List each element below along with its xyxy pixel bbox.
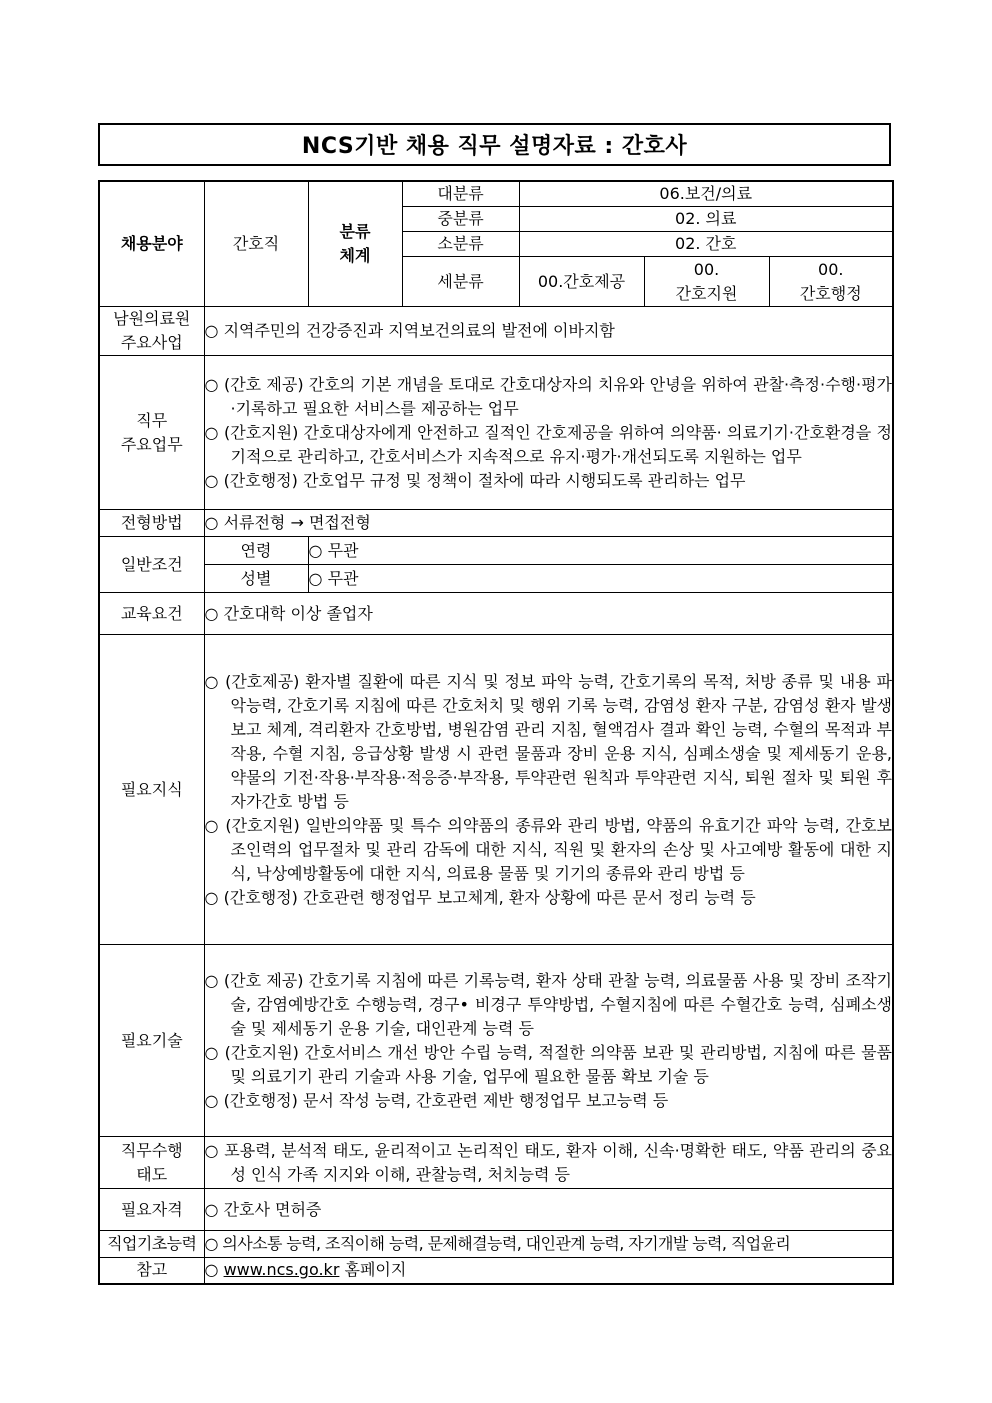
gender-label: 성별 xyxy=(204,565,308,593)
classification-label xyxy=(308,181,402,307)
basic-ability-label: 직업기초능력 xyxy=(99,1231,204,1258)
selection-label: 전형방법 xyxy=(99,510,204,537)
detail-code-nursing-support: 00. xyxy=(693,259,720,279)
duty-item: ○ (간호지원) 간호대상자에게 안전하고 질적인 간호제공을 위하여 의약품· 의료기기·간호환경을 정기적으로 관리하고, 간호서비스가 지속적으로 유지·평가·개선되도록 지원하는 업무 xyxy=(204,422,892,466)
qualification-label: 필요자격 xyxy=(99,1189,204,1231)
classification-label-line-1: 분류 xyxy=(339,222,371,241)
business-label xyxy=(99,307,204,356)
skills-label: 필요기술 xyxy=(99,945,204,1137)
middle-category-value: 02. 의료 xyxy=(519,207,893,232)
reference-label: 참고 xyxy=(99,1258,204,1284)
knowledge-item: ○ (간호행정) 간호관련 행정업무 보고체계, 환자 상황에 따른 문서 정리 능력 등 xyxy=(204,887,756,907)
reference-content xyxy=(204,1258,893,1284)
skills-content xyxy=(204,945,893,1137)
duties-label-line-2: 주요업무 xyxy=(120,434,183,454)
age-value: ○ 무관 xyxy=(308,537,893,565)
gender-value: ○ 무관 xyxy=(308,565,893,593)
bullet-icon: ○ xyxy=(204,671,220,691)
attitude-item: ○ 포용력, 분석적 태도, 윤리적이고 논리적인 태도, 환자 이해, 신속·명확한 태도, 약품 관리의 중요성 인식 가족 지지와 이해, 관찰능력, 처치능력 등 xyxy=(204,1140,893,1184)
detail-name-nursing-support: 간호지원 xyxy=(675,283,738,303)
age-label: 연령 xyxy=(204,537,308,565)
attitude-label-line-1: 직무수행 xyxy=(120,1140,183,1160)
reference-suffix: 홈페이지 xyxy=(344,1260,407,1280)
bullet-icon: ○ xyxy=(204,321,219,340)
business-label-line-1: 남원의료원 xyxy=(113,309,191,328)
classification-label-line-2: 체계 xyxy=(339,246,371,265)
detail-code-nursing-admin: 00. xyxy=(818,259,844,279)
knowledge-item: ○ (간호지원) 일반의약품 및 특수 의약품의 종류와 관리 방법, 약품의 유효기간 파악 능력, 간호보조인력의 업무절차 및 관리 감독에 대한 지식, 직원 및 환자의 손상 및 사고예방 활동에 대한 지식, 낙상예방활동에 대한 지식, 의료용 물품 및 기기의 종류와 관리 방법 등 xyxy=(204,815,893,883)
minor-category-value: 02. 간호 xyxy=(519,232,893,257)
conditions-label: 일반조건 xyxy=(99,537,204,593)
business-item: ○ 지역주민의 건강증진과 지역보건의료의 발전에 이바지함 xyxy=(204,321,615,340)
bullet-icon: ○ xyxy=(204,970,219,990)
knowledge-item: ○ (간호제공) 환자별 질환에 따른 지식 및 정보 파악 능력, 간호기록의 목적, 처방 종류 및 내용 파악능력, 간호기록 지침에 따른 간호처치 및 행위 기록 능력, 감염성 환자 구분, 감염성 환자 발생 보고 체계, 격리환자 간호방법, 병원감염 관리 지침, 혈액검사 결과 확인 능력, 수혈의 목적과 부작용, 수혈 지침, 응급상황 발생 시 관련 물품과 장비 운용 지식, 심폐소생술 및 제세동기 운용, 약물의 기전·작용·부작용·적응증·부작용, 투약관련 원칙과 투약관련 지식, 퇴원 절차 및 퇴원 후 자가간호 방법 등 xyxy=(204,671,892,811)
bullet-icon: ○ xyxy=(204,470,219,490)
education-label: 교육요건 xyxy=(99,593,204,635)
bullet-icon: ○ xyxy=(204,1042,219,1062)
detail-category-label: 세분류 xyxy=(402,257,519,307)
detail-name-nursing-admin: 간호행정 xyxy=(799,283,862,303)
recruit-field-value: 간호직 xyxy=(204,181,308,307)
duties-label xyxy=(99,356,204,510)
skill-item: ○ (간호행정) 문서 작성 능력, 간호관련 제반 행정업무 보고능력 등 xyxy=(204,1090,669,1110)
bullet-icon: ○ xyxy=(204,422,219,442)
bullet-icon: ○ xyxy=(204,1140,219,1160)
skill-item: ○ (간호지원) 간호서비스 개선 방안 수립 능력, 적절한 의약품 보관 및 관리방법, 지침에 따른 물품 및 의료기기 관리 기술과 사용 기술, 업무에 필요한 물품 확보 기술 등 xyxy=(204,1042,892,1086)
major-category-label: 대분류 xyxy=(402,181,519,207)
bullet-icon: ○ xyxy=(204,887,219,907)
detail-category-nursing-support xyxy=(644,257,769,307)
bullet-icon: ○ xyxy=(204,815,220,835)
skill-item: ○ (간호 제공) 간호기록 지침에 따른 기록능력, 환자 상태 관찰 능력, 의료물품 사용 및 장비 조작기술, 감염예방간호 수행능력, 경구• 비경구 투약방법, 수혈지침에 따른 수혈간호 능력, 심폐소생술 및 제세동기 운용 기술, 대인관계 능력 등 xyxy=(204,970,893,1038)
bullet-icon: ○ xyxy=(308,540,323,560)
bullet-icon: ○ xyxy=(204,1199,219,1219)
recruit-field-label: 채용분야 xyxy=(99,181,204,307)
selection-content: ○ 서류전형 → 면접전형 xyxy=(204,510,893,537)
bullet-icon: ○ xyxy=(204,374,219,394)
duties-label-line-1: 직무 xyxy=(136,410,168,430)
basic-ability-content: ○ 의사소통 능력, 조직이해 능력, 문제해결능력, 대인관계 능력, 자기개발 능력, 직업윤리 xyxy=(204,1231,893,1258)
bullet-icon: ○ xyxy=(204,1260,219,1280)
duties-content xyxy=(204,356,893,510)
job-description-table xyxy=(98,180,894,1285)
bullet-icon: ○ xyxy=(204,603,219,623)
business-content xyxy=(204,307,893,356)
minor-category-label: 소분류 xyxy=(402,232,519,257)
major-category-value: 06.보건/의료 xyxy=(519,181,893,207)
attitude-label-line-2: 태도 xyxy=(136,1164,168,1184)
detail-category-nursing-admin xyxy=(769,257,893,307)
duty-item: ○ (간호행정) 간호업무 규정 및 정책이 절차에 따라 시행되도록 관리하는 업무 xyxy=(204,470,746,490)
duty-item: ○ (간호 제공) 간호의 기본 개념을 토대로 간호대상자의 치유와 안녕을 위하여 관찰·측정·수행·평가·기록하고 필요한 서비스를 제공하는 업무 xyxy=(204,374,892,418)
bullet-icon: ○ xyxy=(204,1234,218,1253)
business-label-line-2: 주요사업 xyxy=(120,333,183,352)
knowledge-content xyxy=(204,635,893,945)
attitude-label xyxy=(99,1137,204,1189)
detail-category-nursing-provision: 00.간호제공 xyxy=(519,257,644,307)
bullet-icon: ○ xyxy=(204,1090,219,1110)
attitude-content xyxy=(204,1137,893,1189)
ncs-website-link[interactable]: www.ncs.go.kr xyxy=(223,1260,340,1280)
bullet-icon: ○ xyxy=(204,513,219,532)
qualification-content: ○ 간호사 면허증 xyxy=(204,1189,893,1231)
bullet-icon: ○ xyxy=(308,568,323,588)
knowledge-label: 필요지식 xyxy=(99,635,204,945)
middle-category-label: 중분류 xyxy=(402,207,519,232)
document-title: NCS기반 채용 직무 설명자료 : 간호사 xyxy=(98,123,891,166)
education-content: ○ 간호대학 이상 졸업자 xyxy=(204,593,893,635)
